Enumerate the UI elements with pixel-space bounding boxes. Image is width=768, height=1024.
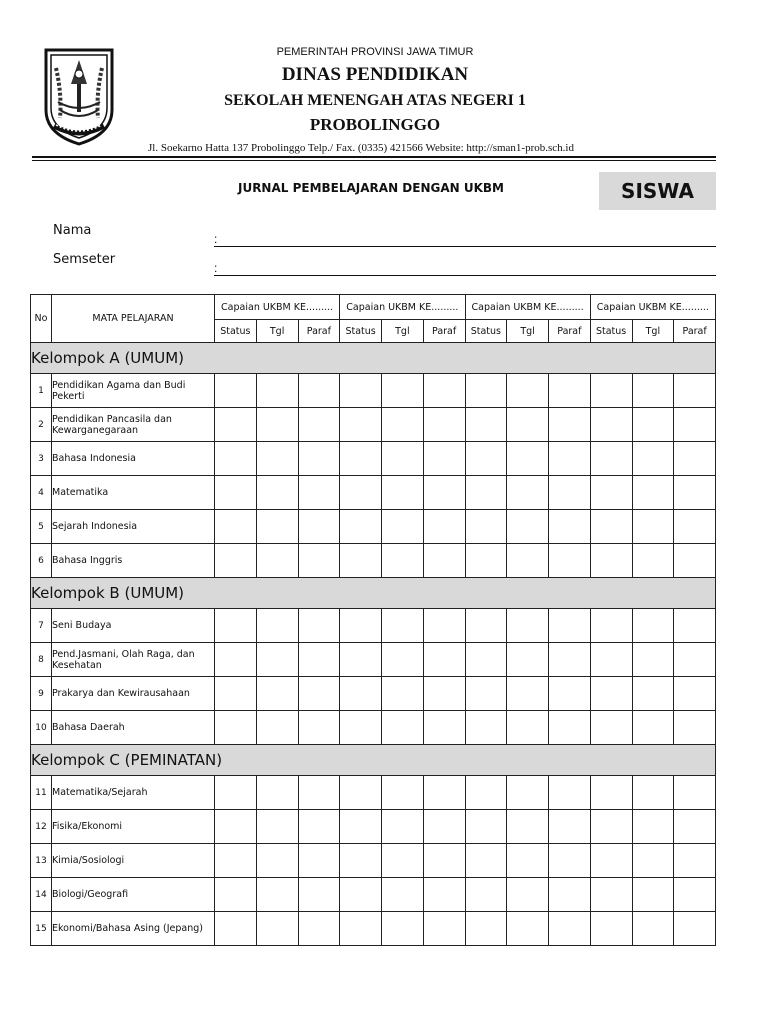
subheader-paraf: Paraf [298,320,340,343]
entry-cell[interactable] [632,544,674,578]
entry-cell[interactable] [674,810,716,844]
subheader-tgl: Tgl [382,320,424,343]
entry-cell[interactable] [340,912,382,946]
row-number: 8 [31,643,52,677]
entry-cell[interactable] [549,643,591,677]
entry-cell[interactable] [674,510,716,544]
entry-cell[interactable] [215,408,257,442]
row-number: 14 [31,878,52,912]
subject-name: Prakarya dan Kewirausahaan [52,677,215,711]
entry-cell[interactable] [423,776,465,810]
entry-cell[interactable] [590,643,632,677]
entry-cell[interactable] [507,878,549,912]
entry-cell[interactable] [632,878,674,912]
entry-cell[interactable] [423,476,465,510]
entry-cell[interactable] [465,844,507,878]
subject-name: Kimia/Sosiologi [52,844,215,878]
entry-cell[interactable] [298,776,340,810]
entry-cell[interactable] [549,442,591,476]
header-agency: DINAS PENDIDIKAN [281,64,469,85]
entry-cell[interactable] [215,476,257,510]
entry-cell[interactable] [298,408,340,442]
subheader-paraf: Paraf [549,320,591,343]
entry-cell[interactable] [465,374,507,408]
entry-cell[interactable] [256,609,298,643]
entry-cell[interactable] [632,442,674,476]
entry-cell[interactable] [340,544,382,578]
row-number: 10 [31,711,52,745]
entry-cell[interactable] [507,544,549,578]
entry-cell[interactable] [507,912,549,946]
entry-cell[interactable] [423,912,465,946]
entry-cell[interactable] [382,878,424,912]
entry-cell[interactable] [507,374,549,408]
semester-label: Semseter [53,252,116,267]
group-heading: Kelompok A (UMUM) [31,343,716,374]
entry-cell[interactable] [590,544,632,578]
entry-cell[interactable] [632,510,674,544]
entry-cell[interactable] [298,374,340,408]
entry-cell[interactable] [632,677,674,711]
entry-cell[interactable] [590,510,632,544]
table-row [31,912,716,946]
entry-cell[interactable] [215,776,257,810]
entry-cell[interactable] [215,878,257,912]
entry-cell[interactable] [256,844,298,878]
row-number: 1 [31,374,52,408]
entry-cell[interactable] [549,677,591,711]
row-number: 3 [31,442,52,476]
entry-cell[interactable] [590,677,632,711]
entry-cell[interactable] [298,609,340,643]
entry-cell[interactable] [590,609,632,643]
name-colon: : [214,232,218,246]
entry-cell[interactable] [632,408,674,442]
entry-cell[interactable] [674,408,716,442]
row-number: 12 [31,810,52,844]
entry-cell[interactable] [340,711,382,745]
entry-cell[interactable] [549,776,591,810]
entry-cell[interactable] [215,677,257,711]
entry-cell[interactable] [507,643,549,677]
subject-name: Ekonomi/Bahasa Asing (Jepang) [52,912,215,946]
subject-name: Seni Budaya [52,609,215,643]
header-ukbm-2: Capaian UKBM KE......... [340,295,465,320]
entry-cell[interactable] [674,442,716,476]
row-number: 7 [31,609,52,643]
subheader-status: Status [215,320,257,343]
entry-cell[interactable] [423,374,465,408]
entry-cell[interactable] [465,810,507,844]
entry-cell[interactable] [674,643,716,677]
header-rule-thick [32,156,716,158]
entry-cell[interactable] [256,912,298,946]
row-number: 2 [31,408,52,442]
table-row [31,677,716,711]
entry-cell[interactable] [423,442,465,476]
entry-cell[interactable] [549,711,591,745]
entry-cell[interactable] [549,609,591,643]
entry-cell[interactable] [590,442,632,476]
header-no: No [31,295,52,343]
entry-cell[interactable] [465,510,507,544]
entry-cell[interactable] [590,810,632,844]
entry-cell[interactable] [465,677,507,711]
entry-cell[interactable] [298,878,340,912]
entry-cell[interactable] [382,609,424,643]
entry-cell[interactable] [340,408,382,442]
subheader-tgl: Tgl [507,320,549,343]
entry-cell[interactable] [256,776,298,810]
subject-name: Bahasa Indonesia [52,442,215,476]
entry-cell[interactable] [382,544,424,578]
entry-cell[interactable] [256,643,298,677]
entry-cell[interactable] [298,544,340,578]
entry-cell[interactable] [465,609,507,643]
entry-cell[interactable] [590,476,632,510]
entry-cell[interactable] [340,677,382,711]
entry-cell[interactable] [674,476,716,510]
row-number: 4 [31,476,52,510]
role-badge: SISWA [599,172,716,210]
header-subject: MATA PELAJARAN [52,295,215,343]
subheader-paraf: Paraf [674,320,716,343]
entry-cell[interactable] [465,711,507,745]
entry-cell[interactable] [382,374,424,408]
entry-cell[interactable] [215,810,257,844]
entry-cell[interactable] [340,810,382,844]
entry-cell[interactable] [382,776,424,810]
table-row [31,844,716,878]
name-label: Nama [53,223,92,238]
entry-cell[interactable] [590,776,632,810]
entry-cell[interactable] [256,878,298,912]
entry-cell[interactable] [382,912,424,946]
entry-cell[interactable] [590,912,632,946]
subject-name: Matematika/Sejarah [52,776,215,810]
row-number: 9 [31,677,52,711]
entry-cell[interactable] [465,878,507,912]
entry-cell[interactable] [632,810,674,844]
entry-cell[interactable] [215,643,257,677]
entry-cell[interactable] [423,510,465,544]
entry-cell[interactable] [507,442,549,476]
header-ukbm-4: Capaian UKBM KE......... [590,295,715,320]
name-field-line[interactable] [214,246,716,247]
entry-cell[interactable] [465,643,507,677]
entry-cell[interactable] [256,408,298,442]
entry-cell[interactable] [423,810,465,844]
entry-cell[interactable] [632,912,674,946]
entry-cell[interactable] [674,844,716,878]
row-number: 5 [31,510,52,544]
subheader-status: Status [340,320,382,343]
table-row [31,408,716,442]
row-number: 13 [31,844,52,878]
entry-cell[interactable] [298,643,340,677]
entry-cell[interactable] [298,912,340,946]
entry-cell[interactable] [423,544,465,578]
entry-cell[interactable] [507,711,549,745]
subheader-status: Status [465,320,507,343]
entry-cell[interactable] [256,374,298,408]
journal-table [30,294,716,946]
entry-cell[interactable] [340,844,382,878]
document-title: JURNAL PEMBELAJARAN DENGAN UKBM [237,181,504,195]
entry-cell[interactable] [382,510,424,544]
entry-cell[interactable] [549,510,591,544]
table-row [31,643,716,677]
entry-cell[interactable] [674,374,716,408]
table-row [31,510,716,544]
entry-cell[interactable] [507,810,549,844]
entry-cell[interactable] [465,776,507,810]
entry-cell[interactable] [590,878,632,912]
entry-cell[interactable] [465,408,507,442]
entry-cell[interactable] [382,643,424,677]
subject-name: Pendidikan Agama dan Budi Pekerti [52,374,215,408]
table-row [31,711,716,745]
group-heading: Kelompok C (PEMINATAN) [31,745,716,776]
row-number: 6 [31,544,52,578]
entry-cell[interactable] [632,374,674,408]
entry-cell[interactable] [382,810,424,844]
header-ukbm-3: Capaian UKBM KE......... [465,295,590,320]
entry-cell[interactable] [507,677,549,711]
subject-name: Matematika [52,476,215,510]
entry-cell[interactable] [256,810,298,844]
entry-cell[interactable] [507,408,549,442]
entry-cell[interactable] [465,442,507,476]
table-row [31,476,716,510]
entry-cell[interactable] [423,878,465,912]
entry-cell[interactable] [256,510,298,544]
entry-cell[interactable] [423,677,465,711]
entry-cell[interactable] [298,476,340,510]
entry-cell[interactable] [298,677,340,711]
entry-cell[interactable] [507,510,549,544]
entry-cell[interactable] [340,510,382,544]
header-city: PROBOLINGGO [309,115,441,134]
entry-cell[interactable] [632,776,674,810]
entry-cell[interactable] [215,609,257,643]
entry-cell[interactable] [465,476,507,510]
entry-cell[interactable] [298,442,340,476]
entry-cell[interactable] [298,844,340,878]
entry-cell[interactable] [215,844,257,878]
entry-cell[interactable] [215,912,257,946]
entry-cell[interactable] [256,544,298,578]
semester-colon: : [214,261,218,275]
entry-cell[interactable] [340,776,382,810]
subject-name: Fisika/Ekonomi [52,810,215,844]
entry-cell[interactable] [215,374,257,408]
group-heading: Kelompok B (UMUM) [31,578,716,609]
subject-name: Sejarah Indonesia [52,510,215,544]
entry-cell[interactable] [382,408,424,442]
subject-name: Bahasa Inggris [52,544,215,578]
entry-cell[interactable] [632,609,674,643]
entry-cell[interactable] [298,711,340,745]
entry-cell[interactable] [215,544,257,578]
entry-cell[interactable] [215,442,257,476]
entry-cell[interactable] [382,677,424,711]
entry-cell[interactable] [298,510,340,544]
entry-cell[interactable] [256,711,298,745]
entry-cell[interactable] [674,677,716,711]
entry-cell[interactable] [423,643,465,677]
entry-cell[interactable] [674,878,716,912]
entry-cell[interactable] [632,844,674,878]
entry-cell[interactable] [549,374,591,408]
entry-cell[interactable] [507,609,549,643]
table-row [31,442,716,476]
entry-cell[interactable] [215,711,257,745]
semester-field-line[interactable] [214,275,716,276]
table-row [31,544,716,578]
header-government: PEMERINTAH PROVINSI JAWA TIMUR [276,46,474,58]
entry-cell[interactable] [423,408,465,442]
table-row [31,374,716,408]
entry-cell[interactable] [590,711,632,745]
entry-cell[interactable] [590,408,632,442]
table-row [31,776,716,810]
entry-cell[interactable] [549,810,591,844]
entry-cell[interactable] [674,912,716,946]
entry-cell[interactable] [423,711,465,745]
entry-cell[interactable] [340,374,382,408]
header-ukbm-1: Capaian UKBM KE......... [215,295,340,320]
entry-cell[interactable] [423,844,465,878]
entry-cell[interactable] [674,711,716,745]
entry-cell[interactable] [465,912,507,946]
subheader-tgl: Tgl [632,320,674,343]
entry-cell[interactable] [507,844,549,878]
row-number: 15 [31,912,52,946]
entry-cell[interactable] [256,442,298,476]
entry-cell[interactable] [549,912,591,946]
entry-cell[interactable] [590,374,632,408]
entry-cell[interactable] [423,609,465,643]
entry-cell[interactable] [215,510,257,544]
row-number: 11 [31,776,52,810]
entry-cell[interactable] [340,442,382,476]
table-row [31,878,716,912]
entry-cell[interactable] [298,810,340,844]
header-address: Jl. Soekarno Hatta 137 Probolinggo Telp./ Fax. (0335) 421566 Website: http://sman1-prob.sch.id [148,142,574,154]
subheader-status: Status [590,320,632,343]
entry-cell[interactable] [507,776,549,810]
entry-cell[interactable] [382,711,424,745]
entry-cell[interactable] [256,677,298,711]
entry-cell[interactable] [632,643,674,677]
subject-name: Pend.Jasmani, Olah Raga, dan Kesehatan [52,643,215,677]
provincial-emblem-icon [40,44,118,146]
entry-cell[interactable] [382,442,424,476]
entry-cell[interactable] [590,844,632,878]
entry-cell[interactable] [465,544,507,578]
entry-cell[interactable] [549,544,591,578]
table-row [31,810,716,844]
table-row [31,609,716,643]
entry-cell[interactable] [549,476,591,510]
entry-cell[interactable] [549,844,591,878]
entry-cell[interactable] [674,609,716,643]
entry-cell[interactable] [549,878,591,912]
entry-cell[interactable] [507,476,549,510]
entry-cell[interactable] [256,476,298,510]
subheader-tgl: Tgl [256,320,298,343]
entry-cell[interactable] [549,408,591,442]
entry-cell[interactable] [340,643,382,677]
entry-cell[interactable] [674,776,716,810]
entry-cell[interactable] [340,878,382,912]
entry-cell[interactable] [632,711,674,745]
subject-name: Biologi/Geografi [52,878,215,912]
subject-name: Bahasa Daerah [52,711,215,745]
entry-cell[interactable] [674,544,716,578]
entry-cell[interactable] [632,476,674,510]
entry-cell[interactable] [382,844,424,878]
subheader-paraf: Paraf [423,320,465,343]
entry-cell[interactable] [340,476,382,510]
subject-name: Pendidikan Pancasila dan Kewarganegaraan [52,408,215,442]
header-rule-thin [32,160,716,161]
entry-cell[interactable] [382,476,424,510]
entry-cell[interactable] [340,609,382,643]
header-school: SEKOLAH MENENGAH ATAS NEGERI 1 [224,92,526,109]
